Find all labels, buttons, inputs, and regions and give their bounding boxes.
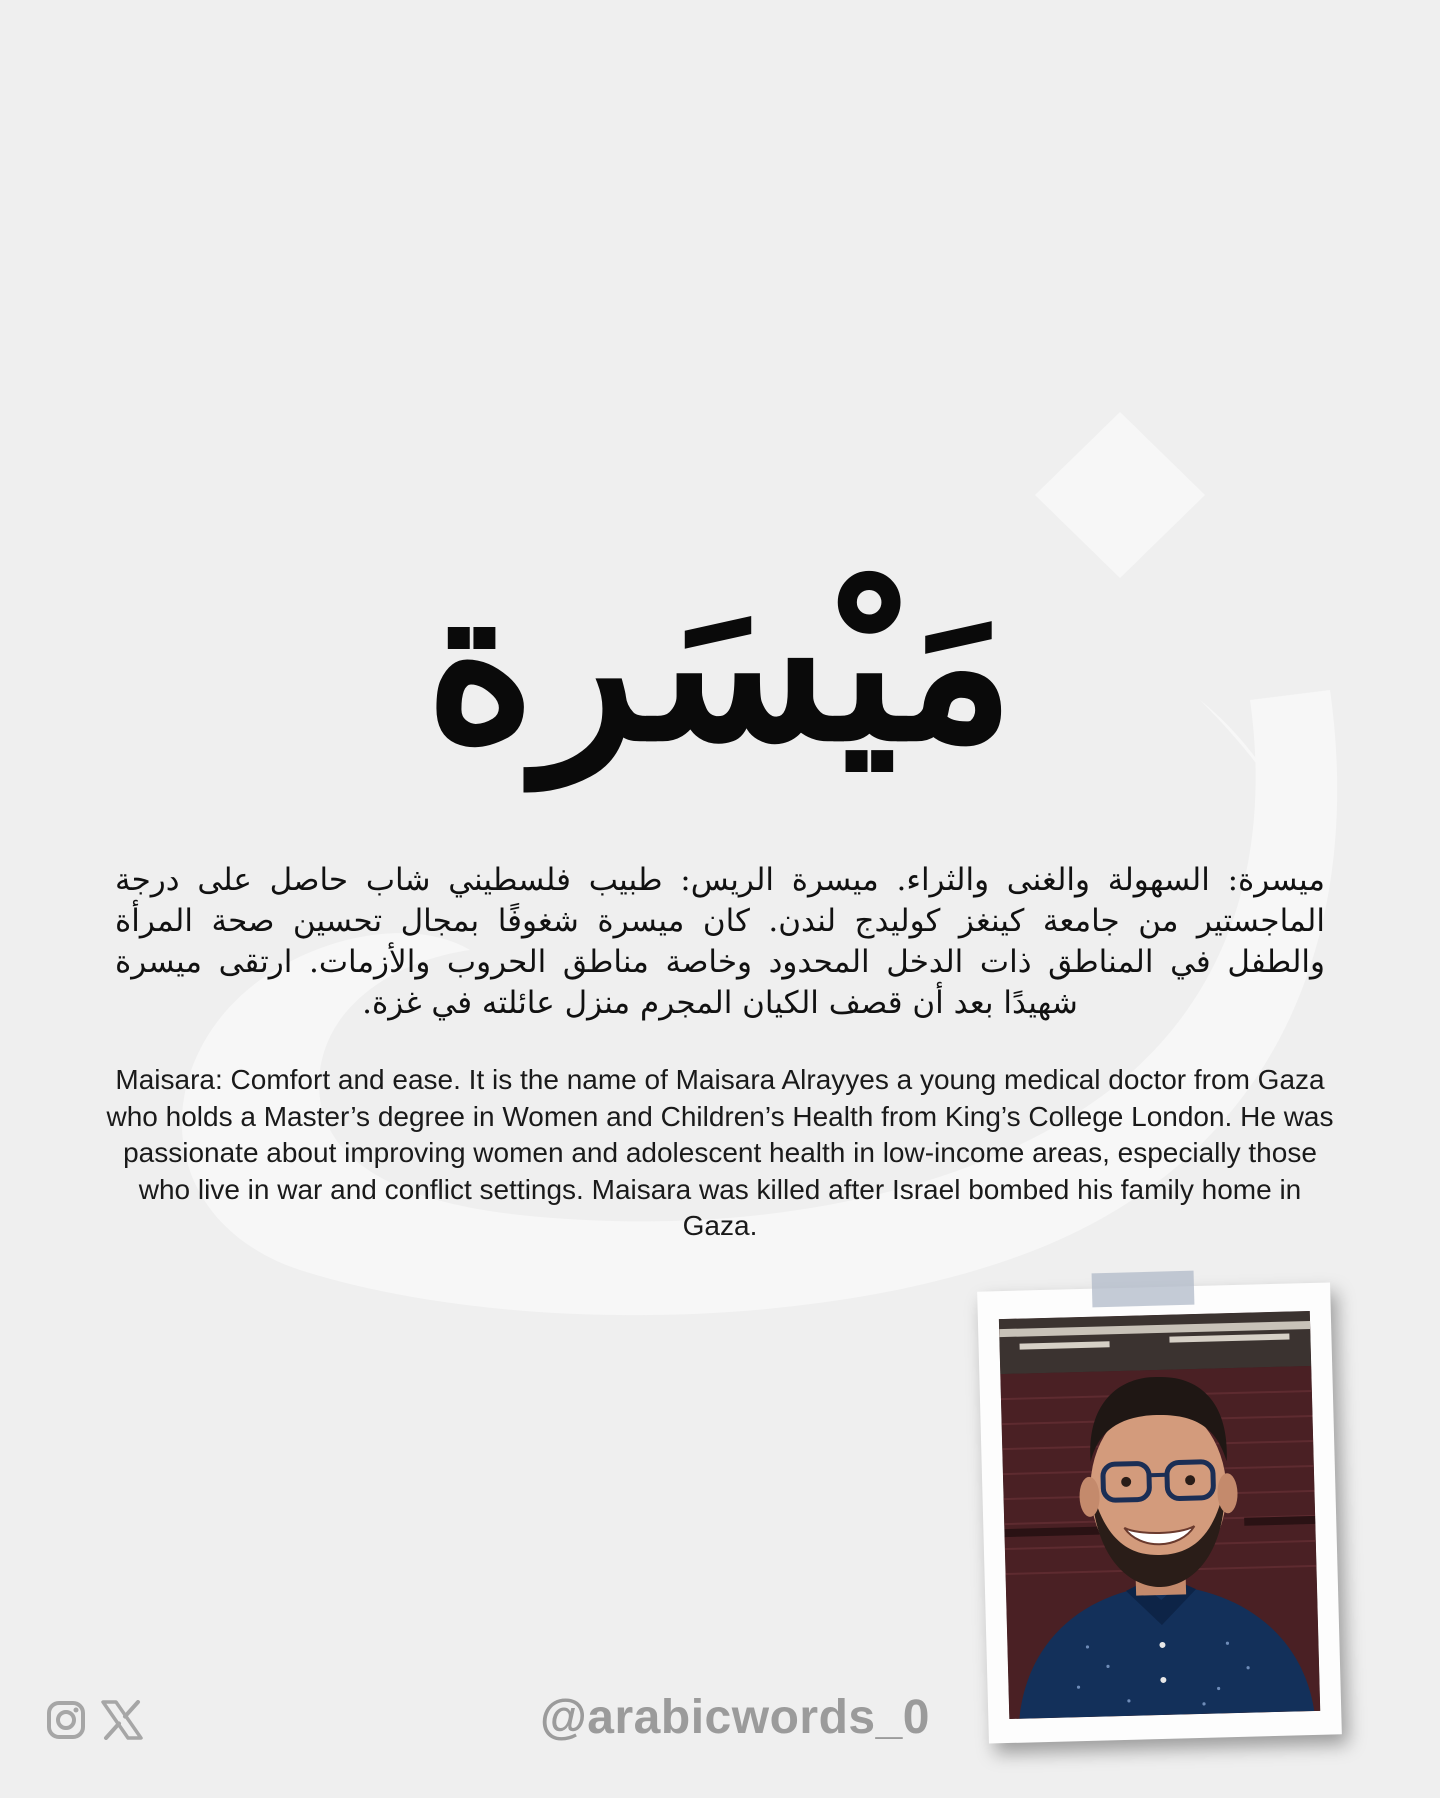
english-description: Maisara: Comfort and ease. It is the name of Maisara Alrayyes a young medical doctor from Gaza who holds a Master’s degree in Women and Children’s Health from King’s College London. He was passionate about improving women and adolescent health in low-income areas, especially those who live in war and conflict settings. Maisara was killed after Israel bombed his family home in Gaza. [106,1064,1334,1241]
portrait-photo [999,1311,1320,1719]
account-handle: @arabicwords_0 [540,1691,930,1744]
arabic-description: ميسرة: السهولة والغنى والثراء. ميسرة الريس: طبيب فلسطيني شاب حاصل على درجة الماجستير من جامعة كينغز كوليدج لندن. كان ميسرة شغوفًا بمجال تحسين صحة المرأة والطفل في المناطق ذات الدخل المحدود وخاصة مناطق الحروب والأزمات. ارتقى ميسرة شهيدًا بعد أن قصف الكيان المجرم منزل عائلته في غزة. [115,862,1325,1021]
x-icon[interactable] [100,1700,144,1740]
instagram-icon[interactable] [46,1700,86,1740]
arabic-word-title: مَيْسَرة [425,541,1015,788]
tape-strip [1092,1271,1195,1308]
social-icons [46,1700,144,1740]
polaroid-photo [977,1282,1342,1743]
